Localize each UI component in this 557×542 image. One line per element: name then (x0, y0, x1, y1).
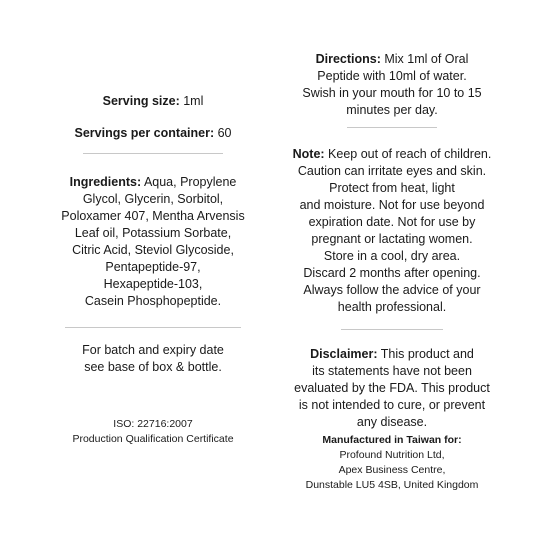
directions-block: Directions: Mix 1ml of Oral Peptide with 10ml of water. Swish in your mouth for 10 to 15 minutes per day. (302, 52, 482, 117)
serving-size: Serving size: 1ml (102, 94, 204, 108)
right-column (276, 0, 508, 542)
disclaimer-block: Disclaimer: This product and its statements have not been evaluated by the FDA. This product is not intended to cure, or prevent any disease. (294, 347, 490, 429)
left-column (30, 0, 276, 542)
divider (347, 127, 437, 128)
batch-expiry-note: For batch and expiry date see base of box & bottle. (82, 343, 224, 374)
ingredients-block: Ingredients: Aqua, Propylene Glycol, Glycerin, Sorbitol, Poloxamer 407, Mentha Arvensis Leaf oil, Potassium Sorbate, Citric Acid, Steviol Glycoside, Pentapeptide-97, Hexapeptide-103, Casein Phosphopeptide. (61, 175, 245, 308)
divider (83, 153, 223, 154)
manufacturer-block: Manufactured in Taiwan for: Profound Nutrition Ltd, Apex Business Centre, Dunstable LU5 4SB, United Kingdom (305, 434, 479, 491)
divider (341, 329, 443, 330)
note-block: Note: Keep out of reach of children. Caution can irritate eyes and skin. Protect from heat, light and moisture. Not for use beyond expiration date. Not for use by pregnant or lactating women. Store in a cool, dry area. Discard 2 months after opening. Always follow the advice of your health professional. (292, 147, 492, 314)
servings-per-container: Servings per container: 60 (74, 126, 232, 140)
iso-certificate: ISO: 22716:2007 Production Qualification Certificate (72, 418, 234, 445)
divider (65, 327, 241, 328)
